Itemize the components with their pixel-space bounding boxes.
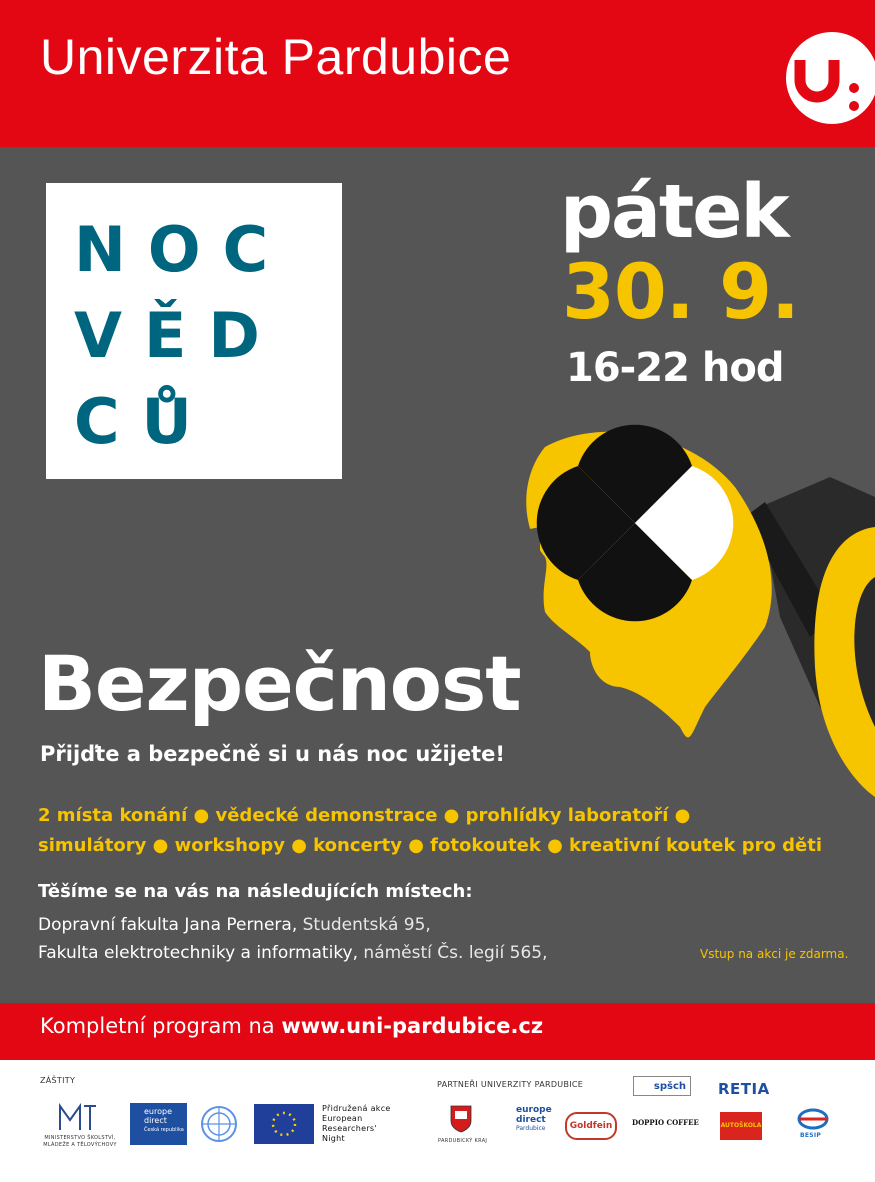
europe-direct-pardubice-logo [506, 1105, 554, 1145]
autoskola-logo: AUTOŠKOLA [720, 1112, 762, 1140]
program-prefix: Kompletní program na [40, 1014, 282, 1038]
logo-line-3: CŮ [74, 385, 214, 458]
europe-direct-cz-text: europe direct [144, 1107, 172, 1125]
location-2 [38, 943, 548, 963]
event-theme: Bezpečnost [38, 639, 521, 728]
event-time: 16-22 hod [566, 345, 784, 391]
activities-line-1: 2 místa konání ● vědecké demonstrace ● prohlídky laboratoří ● [38, 805, 691, 826]
location-1-address: Studentská 95, [297, 915, 431, 935]
locations-heading: Těšíme se na vás na následujících místech: [38, 881, 473, 902]
un-logo-icon [196, 1103, 242, 1145]
program-text [40, 1014, 543, 1038]
location-2-address: náměstí Čs. legií 565, [358, 943, 548, 963]
europe-direct-cz-logo [130, 1103, 187, 1145]
eu-association-text: Přidružená akce European Researchers' Night [322, 1104, 391, 1143]
sponsors-footer [0, 1060, 875, 1182]
logo-line-2: VĚD [74, 299, 282, 372]
location-1-name: Dopravní fakulta Jana Pernera, [38, 915, 298, 935]
event-day: pátek [560, 169, 788, 255]
event-date: 30. 9. [562, 247, 799, 336]
besip-logo-icon [797, 1108, 829, 1130]
msmt-text: MINISTERSTVO ŠKOLSTVÍ, MLÁDEŽE A TĚLOVÝCHOVY [43, 1135, 117, 1148]
program-url-link[interactable]: www.uni-pardubice.cz [281, 1014, 544, 1038]
university-title: Univerzita Pardubice [40, 29, 512, 85]
eu-flag-icon [254, 1104, 314, 1144]
activities-list [38, 801, 858, 861]
event-tagline: Přijďte a bezpečně si u nás noc užijete! [40, 742, 505, 766]
logo-line-1: NOC [74, 213, 291, 286]
europe-direct-pardubice-sub: Pardubice [516, 1125, 546, 1132]
europe-direct-pardubice-text: europe direct [516, 1105, 552, 1125]
university-logo-icon [780, 30, 875, 125]
location-2-name: Fakulta elektrotechniky a informatiky, [38, 943, 359, 963]
noc-vedcu-logo [46, 183, 342, 479]
main-panel [0, 147, 875, 1003]
europe-direct-cz-sub: Česká republika [144, 1127, 184, 1133]
activities-line-2: simulátory ● workshopy ● koncerty ● fotokoutek ● kreativní koutek pro děti [38, 835, 822, 856]
patronage-label: ZÁŠTITY [40, 1076, 76, 1085]
msmt-logo-icon [58, 1102, 98, 1132]
pardubicky-kraj-crest-icon [450, 1105, 472, 1133]
retia-logo: RETIA [718, 1080, 770, 1098]
doppio-coffee-logo: DOPPIO COFFEE [632, 1118, 699, 1127]
pardubicky-kraj-text: PARDUBICKÝ KRAJ [438, 1138, 488, 1144]
partners-label: PARTNEŘI UNIVERZITY PARDUBICE [437, 1080, 584, 1089]
free-entry-note: Vstup na akci je zdarma. [700, 947, 849, 961]
location-1 [38, 915, 431, 935]
spsch-logo: spšch [633, 1076, 691, 1096]
besip-text: BESIP [800, 1132, 822, 1139]
goldfein-logo: Goldfein [565, 1112, 617, 1140]
